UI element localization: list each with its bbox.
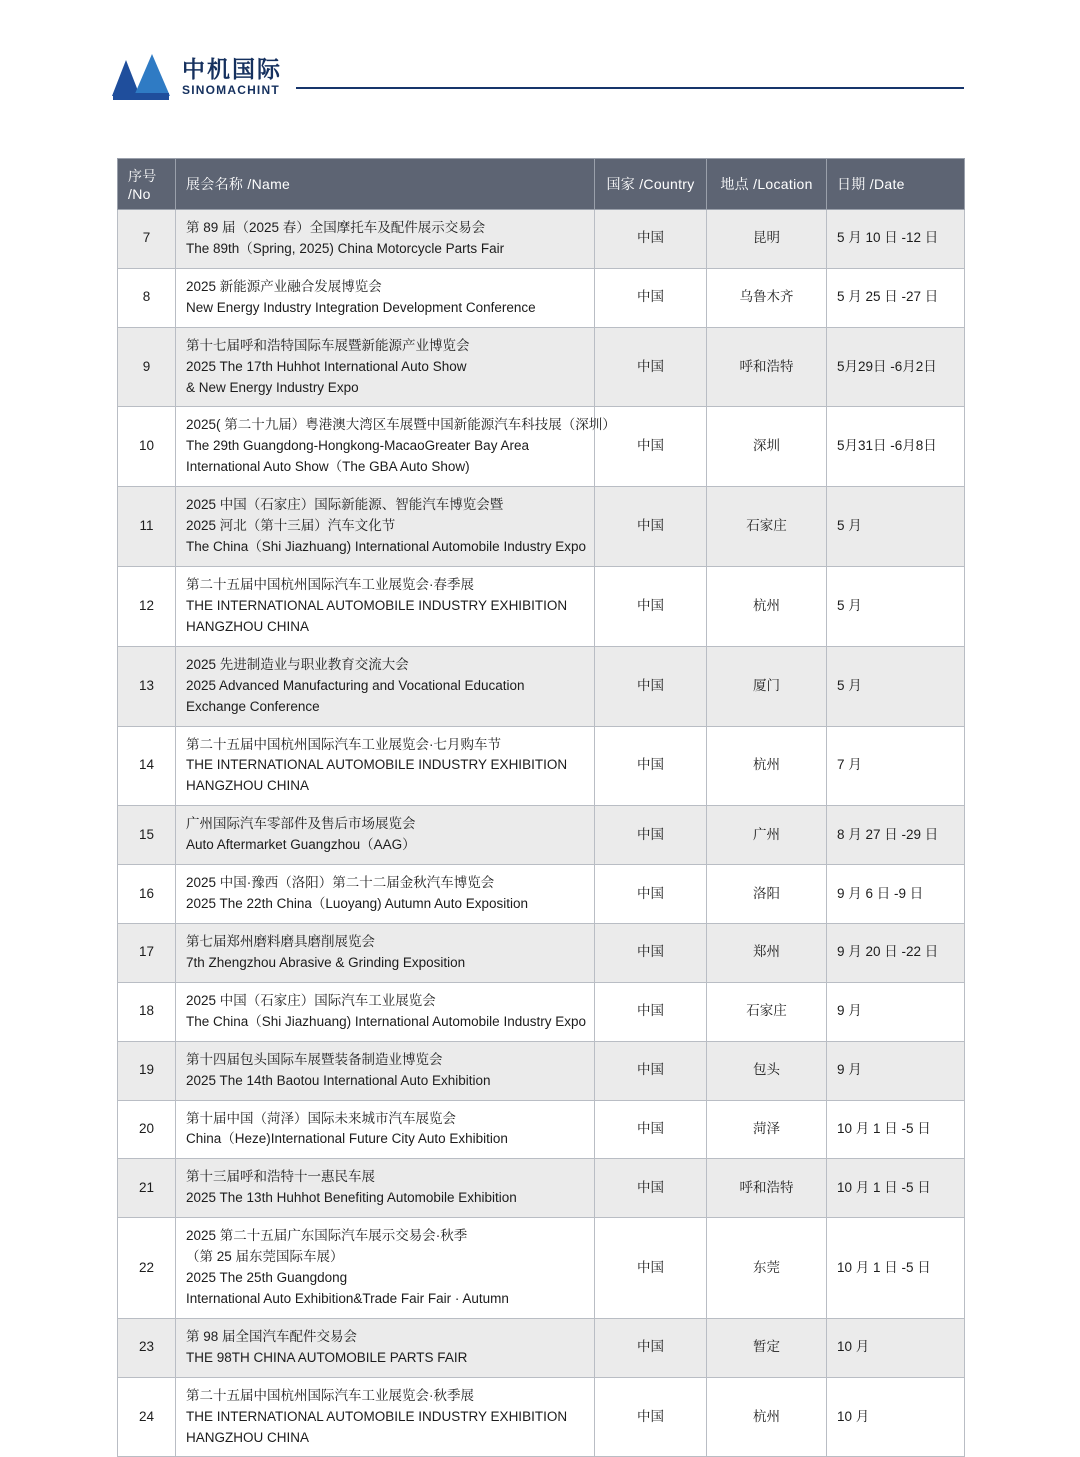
cell-country: 中国 xyxy=(595,865,707,924)
name-line: 第十三届呼和浩特十一惠民车展 xyxy=(186,1169,375,1185)
table-row xyxy=(118,1318,965,1377)
cell-country: 中国 xyxy=(595,923,707,982)
cell-country: 中国 xyxy=(595,982,707,1041)
cell-location: 郑州 xyxy=(707,923,827,982)
cell-date: 9 月 xyxy=(827,1041,965,1100)
cell-country: 中国 xyxy=(595,487,707,567)
cell-no: 16 xyxy=(118,865,176,924)
cell-name xyxy=(176,487,595,567)
cell-name xyxy=(176,646,595,726)
cell-country: 中国 xyxy=(595,566,707,646)
cell-location: 石家庄 xyxy=(707,982,827,1041)
cell-no: 13 xyxy=(118,646,176,726)
cell-country: 中国 xyxy=(595,1318,707,1377)
name-line: 7th Zhengzhou Abrasive & Grinding Exposition xyxy=(186,954,466,970)
cell-location: 石家庄 xyxy=(707,487,827,567)
name-line: 2025 第二十五届广东国际汽车展示交易会·秋季 xyxy=(186,1228,468,1244)
name-line: 2025 The 14th Baotou International Auto Exhibition xyxy=(186,1072,491,1088)
name-line: 2025 The 22th China（Luoyang) Autumn Auto Exposition xyxy=(186,896,528,912)
table-row xyxy=(118,487,965,567)
table-header-row xyxy=(118,159,965,210)
cell-date: 10 月 1 日 -5 日 xyxy=(827,1100,965,1159)
name-line: The 29th Guangdong-Hongkong-MacaoGreater Bay Area xyxy=(186,438,529,454)
cell-name xyxy=(176,982,595,1041)
cell-country: 中国 xyxy=(595,268,707,327)
cell-name xyxy=(176,327,595,407)
table-row xyxy=(118,1100,965,1159)
cell-date: 10 月 1 日 -5 日 xyxy=(827,1218,965,1319)
table-row xyxy=(118,1159,965,1218)
cell-name xyxy=(176,1218,595,1319)
name-line: 2025 Advanced Manufacturing and Vocational Education xyxy=(186,677,525,693)
logo-base-bar xyxy=(113,93,169,100)
name-line: The China（Shi Jiazhuang) International Automobile Industry Expo xyxy=(186,539,586,555)
table-row xyxy=(118,982,965,1041)
cell-date: 5 月 10 日 -12 日 xyxy=(827,210,965,269)
name-line: 2025 The 25th Guangdong xyxy=(186,1270,348,1286)
cell-name xyxy=(176,923,595,982)
column-header-country: 国家 /Country xyxy=(595,159,707,210)
cell-no: 15 xyxy=(118,806,176,865)
exhibition-table-container xyxy=(0,96,1080,1457)
table-row xyxy=(118,865,965,924)
cell-location: 厦门 xyxy=(707,646,827,726)
cell-name xyxy=(176,865,595,924)
cell-name xyxy=(176,1377,595,1457)
column-header-no: 序号 /No xyxy=(118,159,176,210)
cell-date: 10 月 xyxy=(827,1377,965,1457)
name-line: International Auto Show（The GBA Auto Show) xyxy=(186,459,470,475)
table-row xyxy=(118,1377,965,1457)
cell-no: 10 xyxy=(118,407,176,487)
cell-no: 8 xyxy=(118,268,176,327)
cell-date: 5月29日 -6月2日 xyxy=(827,327,965,407)
cell-location: 东莞 xyxy=(707,1218,827,1319)
logo-title-en: SINOMACHINT xyxy=(182,83,280,98)
name-line: 2025 中国（石家庄）国际汽车工业展览会 xyxy=(186,992,436,1008)
cell-name xyxy=(176,407,616,487)
cell-no: 20 xyxy=(118,1100,176,1159)
name-line: 2025( 第二十九届）粤港澳大湾区车展暨中国新能源汽车科技展（深圳） xyxy=(186,417,616,433)
table-row xyxy=(118,566,965,646)
cell-no: 23 xyxy=(118,1318,176,1377)
name-line: （第 25 届东莞国际车展） xyxy=(186,1249,344,1265)
cell-no: 7 xyxy=(118,210,176,269)
name-line: 2025 新能源产业融合发展博览会 xyxy=(186,278,382,294)
cell-country: 中国 xyxy=(595,646,707,726)
cell-date: 5 月 25 日 -27 日 xyxy=(827,268,965,327)
name-line: 第十届中国（菏泽）国际未来城市汽车展览会 xyxy=(186,1110,456,1126)
cell-country: 中国 xyxy=(595,1100,707,1159)
cell-location: 杭州 xyxy=(707,566,827,646)
name-line: 第七届郑州磨料磨具磨削展览会 xyxy=(186,933,375,949)
table-body xyxy=(118,210,965,1457)
cell-no: 24 xyxy=(118,1377,176,1457)
table-row xyxy=(118,210,965,269)
cell-name xyxy=(176,1159,595,1218)
table-row xyxy=(118,1218,965,1319)
name-line: 第二十五届中国杭州国际汽车工业展览会·秋季展 xyxy=(186,1387,474,1403)
name-line: Exchange Conference xyxy=(186,698,320,714)
column-header-date: 日期 /Date xyxy=(827,159,965,210)
cell-location: 杭州 xyxy=(707,1377,827,1457)
name-line: 第 89 届（2025 春）全国摩托车及配件展示交易会 xyxy=(186,220,486,235)
name-line: 2025 中国（石家庄）国际新能源、智能汽车博览会暨 xyxy=(186,497,504,513)
cell-country: 中国 xyxy=(595,726,707,806)
name-line: New Energy Industry Integration Development Conference xyxy=(186,299,536,315)
cell-no: 19 xyxy=(118,1041,176,1100)
cell-date: 10 月 1 日 -5 日 xyxy=(827,1159,965,1218)
cell-date: 5月31日 -6月8日 xyxy=(827,407,965,487)
cell-date: 8 月 27 日 -29 日 xyxy=(827,806,965,865)
cell-no: 9 xyxy=(118,327,176,407)
cell-no: 18 xyxy=(118,982,176,1041)
cell-date: 5 月 xyxy=(827,487,965,567)
name-line: 2025 中国·豫西（洛阳）第二十二届金秋汽车博览会 xyxy=(186,875,495,891)
cell-date: 9 月 6 日 -9 日 xyxy=(827,865,965,924)
logo-triangle-right xyxy=(134,54,170,96)
name-line: THE INTERNATIONAL AUTOMOBILE INDUSTRY EXHIBITION xyxy=(186,597,568,613)
cell-country: 中国 xyxy=(595,806,707,865)
cell-location: 呼和浩特 xyxy=(707,327,827,407)
table-row xyxy=(118,327,965,407)
cell-no: 14 xyxy=(118,726,176,806)
table-row xyxy=(118,1041,965,1100)
cell-name xyxy=(176,268,595,327)
cell-date: 9 月 20 日 -22 日 xyxy=(827,923,965,982)
name-line: THE INTERNATIONAL AUTOMOBILE INDUSTRY EXHIBITION xyxy=(186,1408,568,1424)
cell-location: 菏泽 xyxy=(707,1100,827,1159)
table-row xyxy=(118,806,965,865)
table-row xyxy=(118,407,965,487)
name-line: 2025 河北（第十三届）汽车文化节 xyxy=(186,518,396,534)
cell-location: 昆明 xyxy=(707,210,827,269)
cell-location: 深圳 xyxy=(707,407,827,487)
cell-no: 12 xyxy=(118,566,176,646)
cell-country: 中国 xyxy=(595,1041,707,1100)
cell-name xyxy=(176,726,595,806)
cell-name xyxy=(176,1318,595,1377)
table-row xyxy=(118,646,965,726)
name-line: International Auto Exhibition&Trade Fair Fair · Autumn xyxy=(186,1290,509,1306)
name-line: 2025 先进制造业与职业教育交流大会 xyxy=(186,656,409,672)
name-line: THE INTERNATIONAL AUTOMOBILE INDUSTRY EXHIBITION xyxy=(186,757,568,773)
cell-country: 中国 xyxy=(595,327,707,407)
page-header xyxy=(0,0,1080,96)
table-row xyxy=(118,726,965,806)
cell-name xyxy=(176,1041,595,1100)
name-line: 第十四届包头国际车展暨装备制造业博览会 xyxy=(186,1051,443,1067)
cell-no: 22 xyxy=(118,1218,176,1319)
cell-date: 10 月 xyxy=(827,1318,965,1377)
cell-country: 中国 xyxy=(595,407,707,487)
cell-location: 洛阳 xyxy=(707,865,827,924)
name-line: HANGZHOU CHINA xyxy=(186,1429,310,1445)
cell-name xyxy=(176,566,595,646)
name-line: HANGZHOU CHINA xyxy=(186,778,310,794)
name-line: 2025 The 17th Huhhot International Auto Show xyxy=(186,358,467,374)
name-line: & New Energy Industry Expo xyxy=(186,379,359,395)
cell-location: 包头 xyxy=(707,1041,827,1100)
name-line: The 89th（Spring, 2025) China Motorcycle Parts Fair xyxy=(186,240,505,256)
cell-no: 21 xyxy=(118,1159,176,1218)
cell-country: 中国 xyxy=(595,1218,707,1319)
name-line: 2025 The 13th Huhhot Benefiting Automobile Exhibition xyxy=(186,1190,517,1206)
column-header-name: 展会名称 /Name xyxy=(176,159,595,210)
name-line: 广州国际汽车零部件及售后市场展览会 xyxy=(186,816,416,832)
name-line: HANGZHOU CHINA xyxy=(186,618,310,634)
cell-name xyxy=(176,210,595,269)
name-line: 第十七届呼和浩特国际车展暨新能源产业博览会 xyxy=(186,337,470,353)
header-divider xyxy=(296,87,964,89)
cell-date: 9 月 xyxy=(827,982,965,1041)
cell-location: 广州 xyxy=(707,806,827,865)
logo-title-cn: 中机国际 xyxy=(182,56,282,83)
name-line: The China（Shi Jiazhuang) International Automobile Industry Expo xyxy=(186,1013,586,1029)
cell-country: 中国 xyxy=(595,1377,707,1457)
table-row xyxy=(118,923,965,982)
cell-country: 中国 xyxy=(595,210,707,269)
mountain-logo-icon xyxy=(112,54,170,100)
name-line: Auto Aftermarket Guangzhou（AAG） xyxy=(186,837,416,853)
exhibition-schedule-table xyxy=(117,158,965,1457)
logo-text xyxy=(182,57,282,97)
cell-date: 5 月 xyxy=(827,646,965,726)
cell-date: 7 月 xyxy=(827,726,965,806)
name-line: 第 98 届全国汽车配件交易会 xyxy=(186,1328,358,1344)
name-line: 第二十五届中国杭州国际汽车工业展览会·七月购车节 xyxy=(186,736,501,752)
cell-country: 中国 xyxy=(595,1159,707,1218)
cell-no: 17 xyxy=(118,923,176,982)
name-line: THE 98TH CHINA AUTOMOBILE PARTS FAIR xyxy=(186,1349,468,1365)
table-head xyxy=(118,159,965,210)
cell-location: 呼和浩特 xyxy=(707,1159,827,1218)
cell-date: 5 月 xyxy=(827,566,965,646)
cell-no: 11 xyxy=(118,487,176,567)
cell-location: 乌鲁木齐 xyxy=(707,268,827,327)
column-header-location: 地点 /Location xyxy=(707,159,827,210)
table-row xyxy=(118,268,965,327)
name-line: 第二十五届中国杭州国际汽车工业展览会·春季展 xyxy=(186,576,474,592)
name-line: China（Heze)International Future City Auto Exhibition xyxy=(186,1131,508,1147)
cell-name xyxy=(176,806,595,865)
cell-name xyxy=(176,1100,595,1159)
cell-location: 暂定 xyxy=(707,1318,827,1377)
cell-location: 杭州 xyxy=(707,726,827,806)
